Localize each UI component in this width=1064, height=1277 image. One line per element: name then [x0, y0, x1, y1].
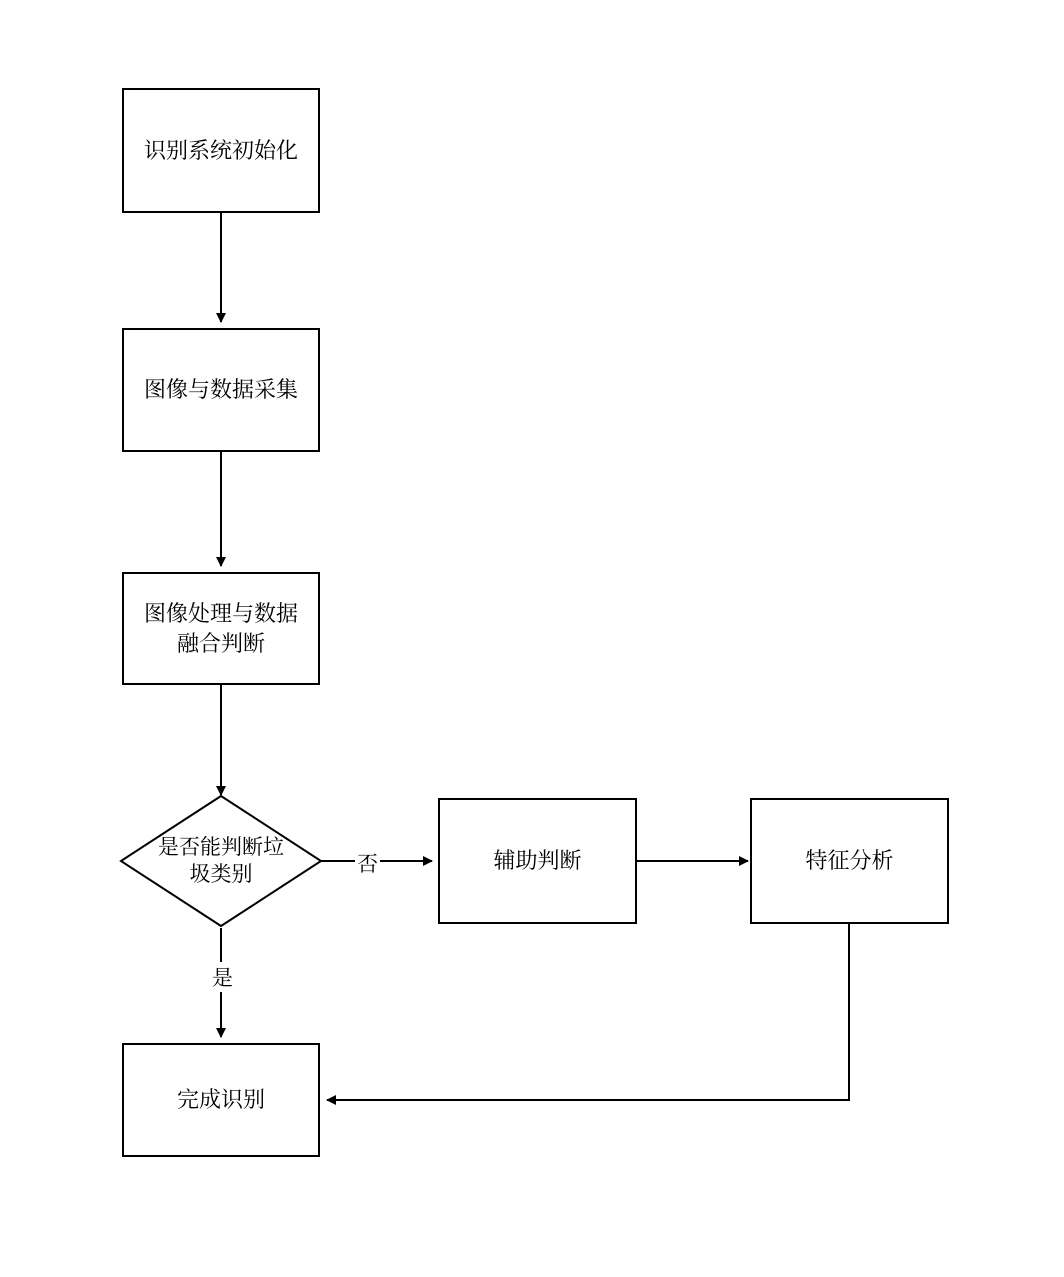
edge-label-no: 否	[355, 848, 380, 878]
edge-feature-to-done	[327, 922, 849, 1100]
edge-label-yes: 是	[210, 962, 235, 992]
node-process[interactable]: 图像处理与数据 融合判断	[122, 572, 320, 685]
node-init[interactable]: 识别系统初始化	[122, 88, 320, 213]
node-done[interactable]: 完成识别	[122, 1043, 320, 1157]
node-decision-label: 是否能判断垃 圾类别	[158, 835, 284, 886]
node-feature[interactable]: 特征分析	[750, 798, 949, 924]
node-decision[interactable]	[118, 793, 324, 929]
node-collect[interactable]: 图像与数据采集	[122, 328, 320, 452]
node-assist[interactable]: 辅助判断	[438, 798, 637, 924]
